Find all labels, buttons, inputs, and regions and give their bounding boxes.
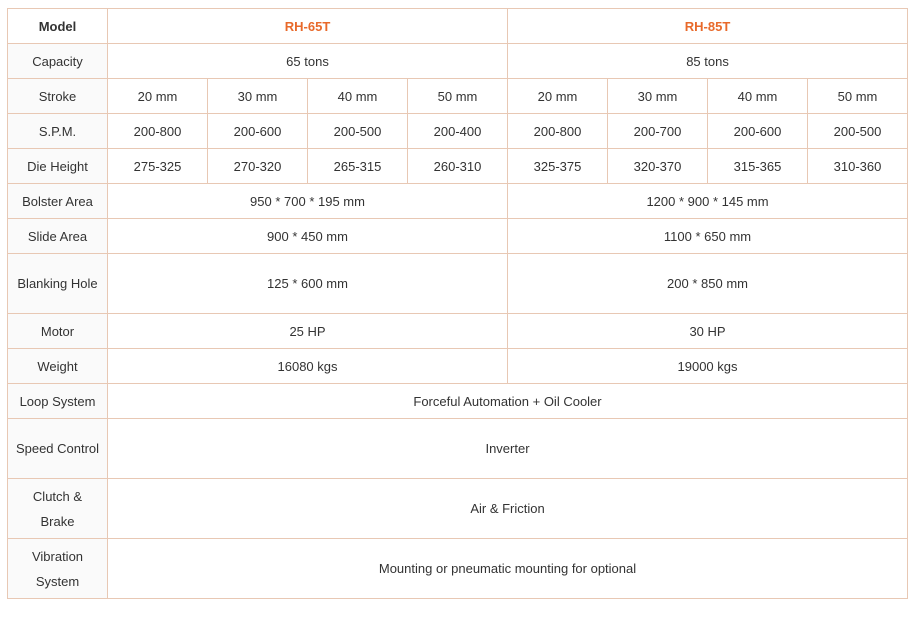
die-height-value: 325-375: [508, 149, 608, 184]
die-height-label: Die Height: [8, 149, 108, 184]
header-row: [8, 9, 908, 44]
slide-area-value: 1100 * 650 mm: [508, 219, 908, 254]
speed-control-label: Speed Control: [8, 419, 108, 479]
clutch-brake-label-line1: Clutch &: [32, 488, 83, 504]
slide-area-row: [8, 219, 908, 254]
spm-value: 200-800: [508, 114, 608, 149]
stroke-value: 20 mm: [508, 79, 608, 114]
blanking-hole-value: 200 * 850 mm: [508, 254, 908, 314]
stroke-value: 20 mm: [108, 79, 208, 114]
vibration-system-label: [8, 539, 108, 599]
stroke-row: [8, 79, 908, 114]
stroke-value: 50 mm: [408, 79, 508, 114]
clutch-brake-value: Air & Friction: [108, 479, 908, 539]
bolster-area-row: [8, 184, 908, 219]
stroke-label: Stroke: [8, 79, 108, 114]
clutch-brake-label: [8, 479, 108, 539]
spm-value: 200-600: [708, 114, 808, 149]
motor-label: Motor: [8, 314, 108, 349]
weight-label: Weight: [8, 349, 108, 384]
slide-area-value: 900 * 450 mm: [108, 219, 508, 254]
spm-row: [8, 114, 908, 149]
die-height-value: 275-325: [108, 149, 208, 184]
stroke-value: 30 mm: [208, 79, 308, 114]
bolster-area-label: Bolster Area: [8, 184, 108, 219]
motor-value: 30 HP: [508, 314, 908, 349]
bolster-area-value: 950 * 700 * 195 mm: [108, 184, 508, 219]
die-height-value: 270-320: [208, 149, 308, 184]
die-height-value: 265-315: [308, 149, 408, 184]
vibration-system-label-line2: System: [35, 573, 80, 589]
blanking-hole-value: 125 * 600 mm: [108, 254, 508, 314]
stroke-value: 40 mm: [308, 79, 408, 114]
capacity-label: Capacity: [8, 44, 108, 79]
motor-value: 25 HP: [108, 314, 508, 349]
spec-table: [7, 8, 908, 599]
capacity-row: [8, 44, 908, 79]
spm-value: 200-400: [408, 114, 508, 149]
blanking-hole-label: Blanking Hole: [8, 254, 108, 314]
vibration-system-label-line1: Vibration: [31, 548, 84, 564]
clutch-brake-label-line2: Brake: [40, 513, 75, 529]
model-rh65t: RH-65T: [108, 9, 508, 44]
die-height-value: 315-365: [708, 149, 808, 184]
model-label: Model: [8, 9, 108, 44]
capacity-value: 65 tons: [108, 44, 508, 79]
blanking-hole-row: [8, 254, 908, 314]
die-height-value: 320-370: [608, 149, 708, 184]
capacity-value: 85 tons: [508, 44, 908, 79]
die-height-row: [8, 149, 908, 184]
stroke-value: 50 mm: [808, 79, 908, 114]
motor-row: [8, 314, 908, 349]
clutch-brake-row: [8, 479, 908, 539]
speed-control-row: [8, 419, 908, 479]
weight-row: [8, 349, 908, 384]
loop-system-value: Forceful Automation + Oil Cooler: [108, 384, 908, 419]
spm-value: 200-800: [108, 114, 208, 149]
weight-value: 16080 kgs: [108, 349, 508, 384]
weight-value: 19000 kgs: [508, 349, 908, 384]
spm-label: S.P.M.: [8, 114, 108, 149]
slide-area-label: Slide Area: [8, 219, 108, 254]
spm-value: 200-500: [308, 114, 408, 149]
vibration-system-value: Mounting or pneumatic mounting for optional: [108, 539, 908, 599]
spm-value: 200-500: [808, 114, 908, 149]
spm-value: 200-600: [208, 114, 308, 149]
spm-value: 200-700: [608, 114, 708, 149]
die-height-value: 260-310: [408, 149, 508, 184]
loop-system-label: Loop System: [8, 384, 108, 419]
model-rh85t: RH-85T: [508, 9, 908, 44]
die-height-value: 310-360: [808, 149, 908, 184]
speed-control-value: Inverter: [108, 419, 908, 479]
vibration-system-row: [8, 539, 908, 599]
bolster-area-value: 1200 * 900 * 145 mm: [508, 184, 908, 219]
stroke-value: 30 mm: [608, 79, 708, 114]
stroke-value: 40 mm: [708, 79, 808, 114]
loop-system-row: [8, 384, 908, 419]
